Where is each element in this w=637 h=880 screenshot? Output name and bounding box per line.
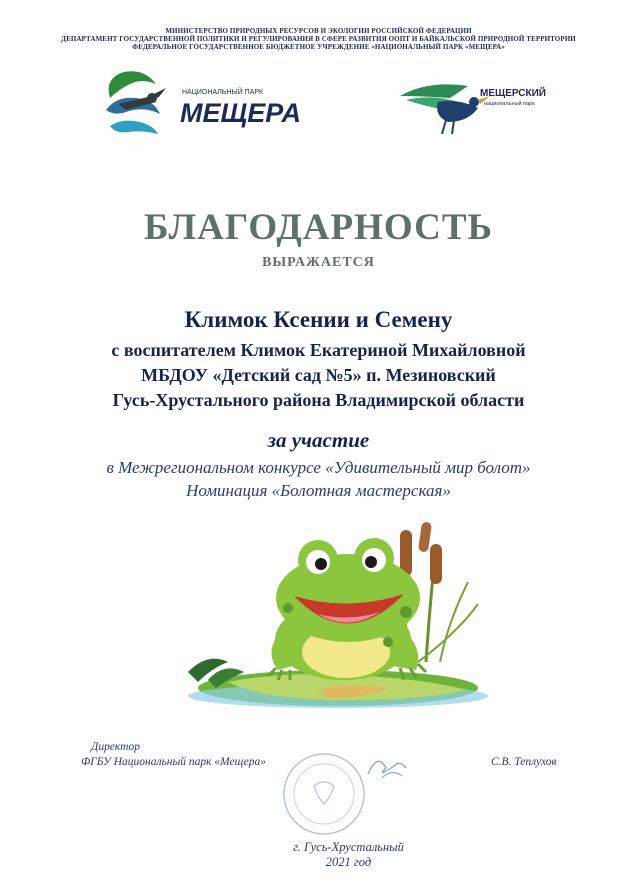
official-stamp bbox=[262, 738, 412, 838]
recipient-teacher: с воспитателем Климок Екатериной Михайловной bbox=[111, 340, 526, 360]
participation-label: за участие bbox=[267, 428, 370, 452]
signer-name: С.В. Теплухов bbox=[491, 756, 557, 768]
year: 2021 год bbox=[325, 855, 372, 869]
logo-left-caption: НАЦИОНАЛЬНЫЙ ПАРК bbox=[182, 89, 264, 96]
logo-right-name: МЕЩЕРСКИЙ bbox=[480, 88, 546, 99]
meshchera-logo bbox=[96, 68, 316, 140]
recipient-school: МБДОУ «Детский сад №5» п. Мезиновский bbox=[141, 365, 496, 385]
nomination-name: Номинация «Болотная мастерская» bbox=[186, 481, 451, 500]
ministry-header-line: МИНИСТЕРСТВО ПРИРОДНЫХ РЕСУРСОВ И ЭКОЛОГИИ РОССИЙСКОЙ ФЕДЕРАЦИИ bbox=[165, 27, 472, 35]
signer-role: Директор bbox=[91, 741, 140, 753]
meshchersky-logo bbox=[398, 78, 558, 136]
institution-header-line: ФЕДЕРАЛЬНОЕ ГОСУДАРСТВЕННОЕ БЮДЖЕТНОЕ УЧРЕЖДЕНИЕ «НАЦИОНАЛЬНЫЙ ПАРК «МЕЩЕРА» bbox=[132, 43, 505, 51]
contest-name: в Межрегиональном конкурсе «Удивительный мир болот» bbox=[106, 458, 531, 477]
certificate-subtitle: ВЫРАЖАЕТСЯ bbox=[262, 255, 375, 270]
recipient-region: Гусь-Хрустального района Владимирской области bbox=[112, 390, 525, 410]
frog-illustration bbox=[168, 512, 508, 712]
recipient-names: Климок Ксении и Семену bbox=[184, 307, 453, 332]
logo-right-caption: национальный парк bbox=[484, 101, 535, 107]
signer-organization: ФГБУ Национальный парк «Мещера» bbox=[81, 756, 266, 768]
department-header-line: ДЕПАРТАМЕНТ ГОСУДАРСТВЕННОЙ ПОЛИТИКИ И РЕГУЛИРОВАНИЯ В СФЕРЕ РАЗВИТИЯ ООПТ И БАЙКАЛЬСКОЙ ПРИРОДНОЙ ТЕРРИТОРИИ bbox=[61, 35, 576, 43]
city: г. Гусь-Хрустальный bbox=[293, 840, 404, 854]
certificate-title: БЛАГОДАРНОСТЬ bbox=[143, 207, 494, 248]
logo-left-name: МЕЩЕРА bbox=[180, 98, 302, 128]
